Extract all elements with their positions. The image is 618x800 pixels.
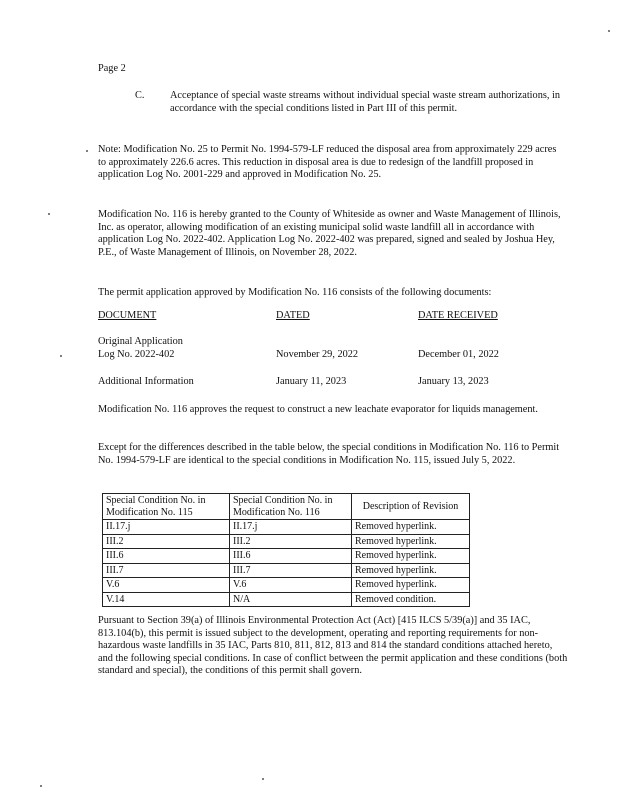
table-row bbox=[103, 563, 470, 578]
cell-mod-115: II.17.j bbox=[103, 520, 230, 535]
approves-paragraph: Modification No. 116 approves the request to construct a new leachate evaporator for liquids management. bbox=[98, 404, 538, 415]
cell-mod-115: III.7 bbox=[103, 563, 230, 578]
note-paragraph: Note: Modification No. 25 to Permit No. 1994-579-LF reduced the disposal area from approximately 229 acres to approximately 226.6 acres. This reduction in disposal area is due to redesign of the landfill proposed in application Log No. 2001-229 and approved in Modification No. 25. bbox=[98, 144, 557, 181]
conditions-table bbox=[102, 493, 470, 607]
pursuant-paragraph: Pursuant to Section 39(a) of Illinois Environmental Protection Act (Act) [415 ILCS 5/39(a)] and 35 IAC, 813.104(b), this permit is issued subject to the development, operating and reporting requirements for non-hazardous waste landfills in 35 IAC, Parts 810, 811, 812, 813 and 814 the standard conditions attached hereto, and the following special conditions. In case of conflict between the permit application and these conditions (both standard and special), the conditions of this permit shall govern. bbox=[98, 615, 568, 677]
table-row bbox=[103, 578, 470, 593]
doc-header-dated: DATED bbox=[276, 310, 310, 321]
scan-speck bbox=[48, 213, 50, 215]
cell-mod-116: III.6 bbox=[230, 549, 352, 564]
doc-header-document: DOCUMENT bbox=[98, 310, 157, 321]
table-row bbox=[103, 534, 470, 549]
cell-description: Removed condition. bbox=[352, 592, 470, 607]
scan-speck bbox=[60, 355, 62, 357]
cell-description: Removed hyperlink. bbox=[352, 520, 470, 535]
granted-paragraph: Modification No. 116 is hereby granted to the County of Whiteside as owner and Waste Management of Illinois, Inc. as operator, allowing modification of an existing municipal solid waste landfill all in accordance with application Log No. 2022-402. Application Log No. 2022-402 was prepared, signed and sealed by Joshua Hey, P.E., of Waste Management of Illinois, on November 28, 2022. bbox=[98, 209, 561, 258]
header-description: Description of Revision bbox=[352, 494, 470, 520]
scan-speck bbox=[40, 785, 42, 787]
doc-row-2-received: January 13, 2023 bbox=[418, 376, 489, 387]
consists-paragraph: The permit application approved by Modification No. 116 consists of the following documents: bbox=[98, 287, 492, 298]
doc-row-1-dated: November 29, 2022 bbox=[276, 349, 359, 360]
cell-description: Removed hyperlink. bbox=[352, 534, 470, 549]
conditions-header-row bbox=[103, 494, 470, 520]
doc-row-1-line2: Log No. 2022-402 bbox=[98, 349, 175, 360]
table-row bbox=[103, 592, 470, 607]
header-mod-116: Special Condition No. in Modification No. 116 bbox=[230, 494, 352, 520]
header-mod-115: Special Condition No. in Modification No. 115 bbox=[103, 494, 230, 520]
item-c-text: Acceptance of special waste streams without individual special waste stream authorizations, in accordance with the special conditions listed in Part III of this permit. bbox=[170, 90, 561, 114]
scan-speck bbox=[608, 30, 610, 32]
doc-row-1-line1: Original Application bbox=[98, 336, 183, 347]
cell-mod-115: V.14 bbox=[103, 592, 230, 607]
item-c-letter: C. bbox=[135, 90, 145, 101]
doc-row-1-received: December 01, 2022 bbox=[418, 349, 499, 360]
cell-mod-116: III.7 bbox=[230, 563, 352, 578]
cell-description: Removed hyperlink. bbox=[352, 563, 470, 578]
scan-speck bbox=[86, 150, 88, 152]
cell-mod-116: N/A bbox=[230, 592, 352, 607]
doc-header-received: DATE RECEIVED bbox=[418, 310, 498, 321]
doc-row-2-document: Additional Information bbox=[98, 376, 194, 387]
cell-mod-115: III.6 bbox=[103, 549, 230, 564]
doc-row-2-dated: January 11, 2023 bbox=[276, 376, 347, 387]
cell-mod-115: III.2 bbox=[103, 534, 230, 549]
table-row bbox=[103, 520, 470, 535]
table-row bbox=[103, 549, 470, 564]
cell-description: Removed hyperlink. bbox=[352, 549, 470, 564]
scan-speck bbox=[262, 778, 264, 780]
cell-mod-116: II.17.j bbox=[230, 520, 352, 535]
cell-description: Removed hyperlink. bbox=[352, 578, 470, 593]
except-paragraph: Except for the differences described in the table below, the special conditions in Modification No. 116 to Permit No. 1994-579-LF are identical to the special conditions in Modification No. 115, issued July 5, 2022. bbox=[98, 442, 560, 466]
page-label: Page 2 bbox=[98, 63, 126, 74]
cell-mod-116: V.6 bbox=[230, 578, 352, 593]
cell-mod-115: V.6 bbox=[103, 578, 230, 593]
cell-mod-116: III.2 bbox=[230, 534, 352, 549]
